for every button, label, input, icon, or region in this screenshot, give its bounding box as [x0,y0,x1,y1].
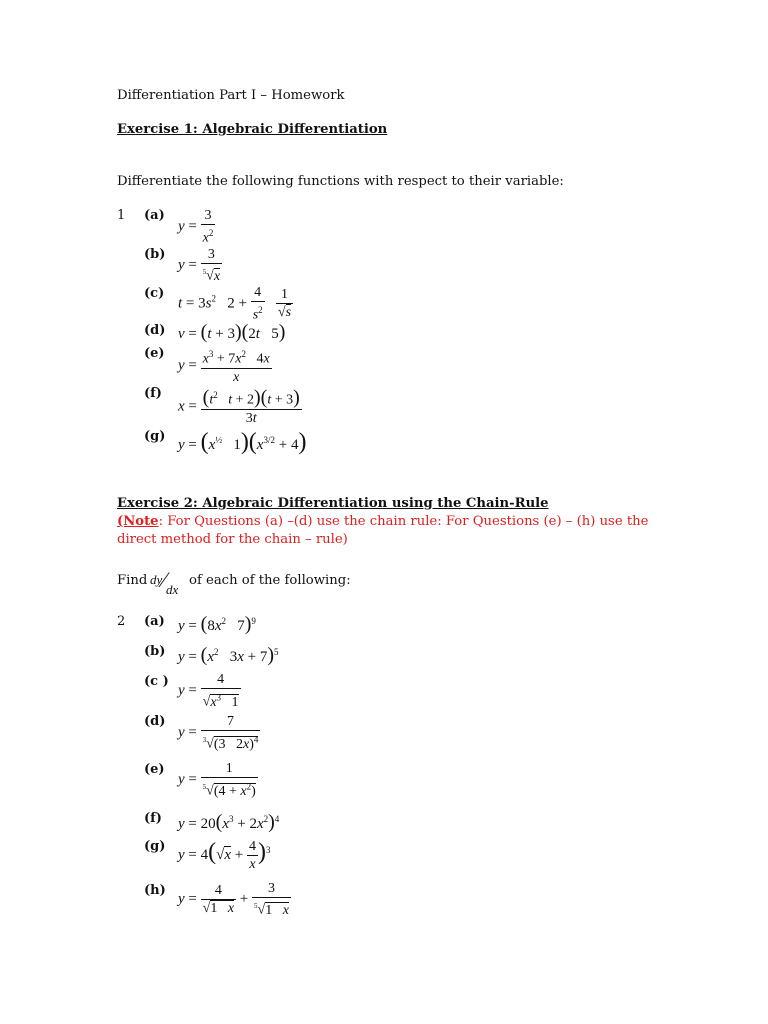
equation-1b: y = $\frac{3}{^5√x}$ [178,247,221,284]
exercise-2-number: 2 [117,614,126,629]
exercise-1-heading: Exercise 1: Algebraic Differentiation [117,122,388,137]
exercise-2-note-line2: direct method for the chain – rule) [117,532,348,547]
equation-1c: $t = 3s^2$ 2 + $\frac{4}{s^2}$ $\frac{1}{√s}$ [178,285,292,323]
equation-2h: y = $\frac{4}{√1 x}$ + $\frac{3}{^5√1 x}$ [178,881,289,918]
note-prefix: (Note [117,514,159,529]
equation-2a: $y = (8x^2$ 7)$^9$ [178,613,256,635]
exercise-1-number: 1 [117,208,126,223]
equation-1d: v = (t + 3)(2t 5) [178,321,286,343]
equation-2b: $y = (x^2$ 3x + 7)$^5$ [178,644,279,666]
ex2-label-d: (d) [144,714,166,729]
exercise-1-instruction: Differentiate the following functions with respect to their variable: [117,174,564,189]
ex1-label-c: (c) [144,286,165,301]
equation-2g: y = 4(√x + $\frac{4}{x}$ )$^3$ [178,838,271,872]
equation-1f: x = $\frac{(t^2 t + 2)(t + 3)}{3t}$ [178,386,300,426]
equation-2e: y = $\frac{1}{^5√(4 + x^2)}$ [178,761,256,799]
ex2-label-b: (b) [144,644,166,659]
find-word: Find [117,573,148,588]
ex2-label-f: (f) [144,811,162,826]
ex2-label-h: (h) [144,883,166,898]
equation-1e: y = $\frac{x^3 + 7x^2 4x}{x}$ [178,349,270,385]
equation-2f: $y = 20(x^3 + 2x^2)^4$ [178,811,280,833]
equation-1a: y = $\frac{3}{x^2}$ [178,208,214,246]
ex2-label-a: (a) [144,614,165,629]
note-rest: : For Questions (a) –(d) use the chain rule: For Questions (e) – (h) use the [158,514,649,529]
ex1-label-d: (d) [144,323,166,338]
ex1-label-f: (f) [144,386,162,401]
ex1-label-g: (g) [144,429,166,444]
ex1-label-b: (b) [144,247,166,262]
document-title: Differentiation Part I – Homework [117,88,345,103]
equation-2c: y = $\frac{4}{√x^3 1}$ [178,672,239,710]
ex1-label-a: (a) [144,208,165,223]
exercise-2-heading: Exercise 2: Algebraic Differentiation using the Chain-Rule [117,496,549,511]
ex1-label-e: (e) [144,346,165,361]
equation-1g: $y = (x^{\frac{1}{2}}$ $1)(x^{3/2} + 4)$ [178,429,307,455]
find-rest: of each of the following: [189,573,351,588]
equation-2d: y = $\frac{7}{^3√(3 2x)^4}$ [178,714,259,752]
ex2-label-e: (e) [144,762,165,777]
ex2-label-c: (c ) [144,674,169,689]
ex2-label-g: (g) [144,839,166,854]
dydx-symbol: dy⁄dx [150,567,179,597]
exercise-2-note-line1 [117,514,648,529]
